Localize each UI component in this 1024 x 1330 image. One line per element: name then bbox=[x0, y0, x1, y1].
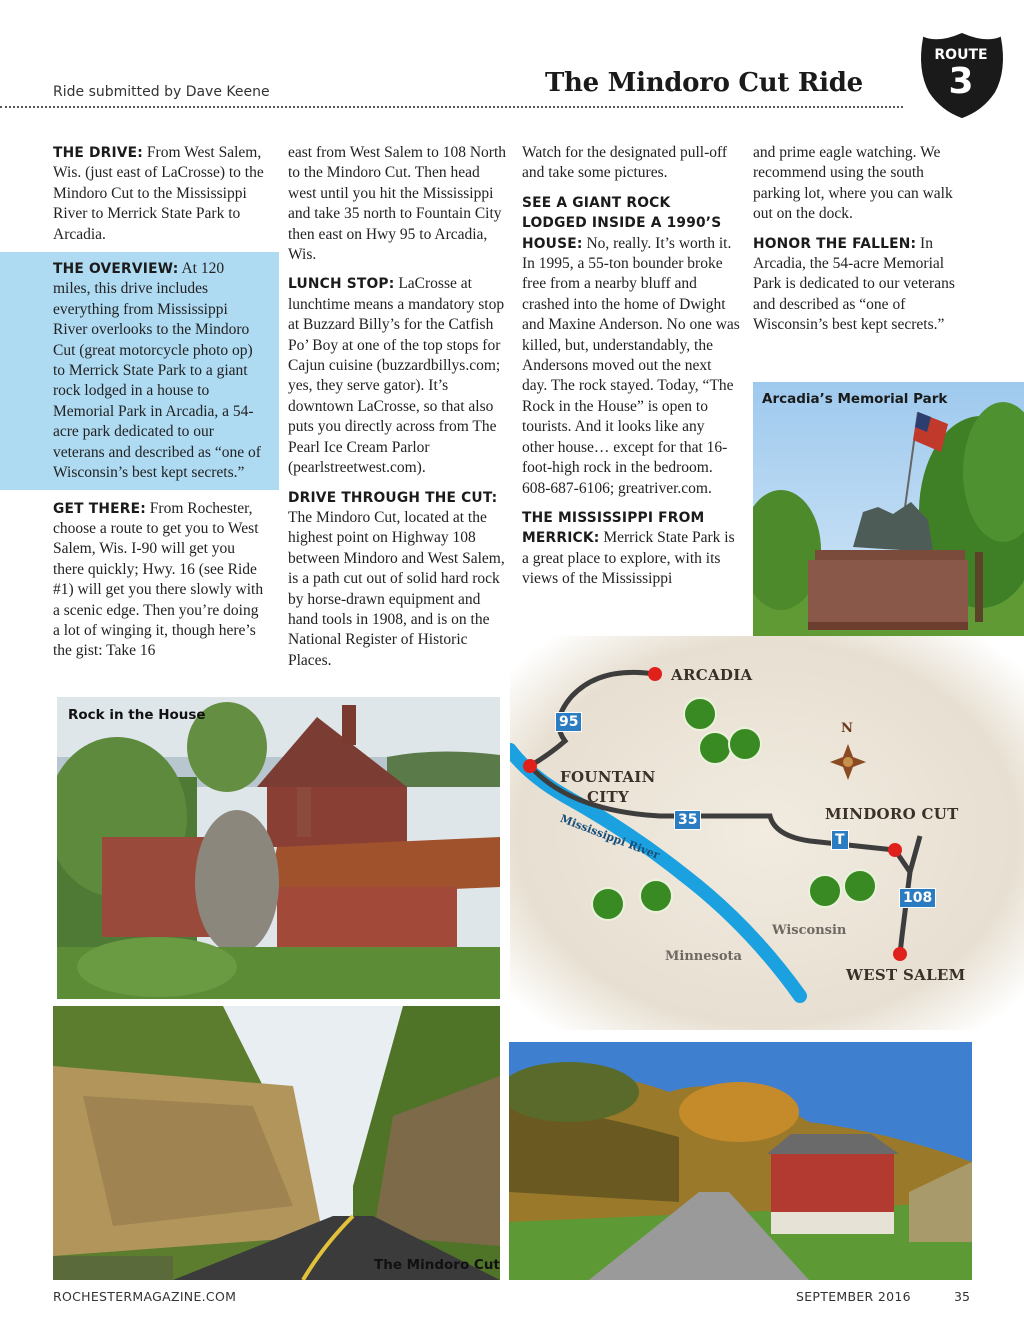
get-there-text: From Rochester, choose a route to get you to West Salem, Wis. I-90 will get you there quickly; Hwy. 16 (see Ride #1) will get you there slowly with a scenic edge. Then you’re doing a lot of winging it, though here’s the gist: Take 16 bbox=[53, 499, 264, 660]
rock-text: No, really. It’s worth it. In 1995, a 55-ton bounder broke free from a nearby bluff and crashed into the home of Dwight and Maxine Anderson. No one was killed, but, understandably, the Andersons moved out the next day. The rock stayed. Today, “The Rock in the House” is open to tourists. And it looks like any other house… except for that 16-foot-high rock in the bedroom. 608-687-6106; greatriver.com. bbox=[522, 234, 740, 497]
rock-house-caption: Rock in the House bbox=[68, 707, 206, 723]
drive-paragraph bbox=[53, 143, 265, 245]
route-number: 3 bbox=[948, 61, 974, 102]
hwy-t-sign: T bbox=[831, 830, 849, 850]
overview-heading: THE OVERVIEW: bbox=[53, 261, 179, 278]
overview-paragraph bbox=[53, 259, 265, 483]
cut-text: The Mindoro Cut, located at the highest point on Highway 108 between Mindoro and West Salem, is a path cut out of solid hard rock by horse-drawn equipment and hand tools in 1908, and is on the National Register of Historic Places. bbox=[288, 508, 505, 669]
rock-house-photo bbox=[57, 697, 500, 999]
column-4 bbox=[753, 143, 973, 345]
rock-heading: SEE A GIANT ROCK LODGED INSIDE A 1990’S HOUSE: bbox=[522, 194, 722, 252]
column-1 bbox=[53, 143, 265, 671]
get-there-heading: GET THERE: bbox=[53, 500, 146, 517]
map-label-wisconsin: Wisconsin bbox=[772, 923, 847, 938]
footer-date: SEPTEMBER 2016 bbox=[796, 1289, 911, 1304]
barn-photo bbox=[509, 1042, 972, 1280]
map-label-river: Mississippi River bbox=[558, 812, 662, 862]
byline: Ride submitted by Dave Keene bbox=[53, 84, 270, 100]
map-label-fountain: FOUNTAIN bbox=[560, 768, 656, 786]
drive-text: From West Salem, Wis. (just east of LaCrosse) to the Mindoro Cut to the Mississippi River to Merrick State Park to Arcadia. bbox=[53, 144, 264, 243]
merrick-text: Merrick State Park is a great place to explore, with its views of the Mississippi bbox=[522, 529, 735, 588]
map-label-west-salem: WEST SALEM bbox=[846, 966, 966, 984]
memorial-caption: Arcadia’s Memorial Park bbox=[762, 391, 948, 407]
compass-north-label: N bbox=[841, 721, 854, 736]
merrick-continued: and prime eagle watching. We recommend using the south parking lot, where you can walk out on the dock. bbox=[753, 144, 953, 223]
page-title: The Mindoro Cut Ride bbox=[545, 68, 863, 98]
lunch-text: LaCrosse at lunchtime means a mandatory stop at Buzzard Billy’s for the Catfish Po’ Boy at one of the top stops for Cajun cuisine (buzzardbillys.com; yes, they serve gator). It’s downtown LaCrosse, so that also puts you directly across from The Pearl Ice Cream Parlor (pearlstreetwest.com). bbox=[288, 275, 505, 477]
west-salem-marker-icon bbox=[893, 947, 907, 961]
honor-text: In Arcadia, the 54-acre Memorial Park is dedicated to our veterans and described as “one of Wisconsin’s best kept secrets.” bbox=[753, 234, 955, 334]
rock-paragraph bbox=[522, 193, 740, 499]
route-label: ROUTE bbox=[934, 47, 988, 63]
page-number: 35 bbox=[954, 1289, 970, 1304]
merrick-paragraph bbox=[522, 508, 740, 590]
map-label-minnesota: Minnesota bbox=[665, 949, 742, 964]
mindoro-cut-caption: The Mindoro Cut bbox=[374, 1257, 500, 1273]
cut-paragraph bbox=[288, 488, 506, 672]
cut-heading: DRIVE THROUGH THE CUT: bbox=[288, 489, 498, 506]
honor-paragraph bbox=[753, 234, 973, 336]
memorial-park-photo bbox=[753, 382, 1024, 648]
merrick-heading: THE MISSISSIPPI FROM MERRICK: bbox=[522, 509, 705, 547]
fountain-city-marker-icon bbox=[523, 759, 537, 773]
honor-heading: HONOR THE FALLEN: bbox=[753, 235, 917, 252]
map-label-city: CITY bbox=[587, 788, 630, 806]
column-2 bbox=[288, 143, 506, 680]
mindoro-cut-photo bbox=[53, 1006, 500, 1280]
mindoro-cut-marker-icon bbox=[888, 843, 902, 857]
lunch-paragraph bbox=[288, 274, 506, 478]
get-there-paragraph bbox=[53, 499, 265, 662]
map-label-mindoro-cut: MINDORO CUT bbox=[825, 805, 959, 823]
hwy-95-sign: 95 bbox=[555, 712, 582, 732]
drive-heading: THE DRIVE: bbox=[53, 145, 144, 161]
lunch-heading: LUNCH STOP: bbox=[288, 276, 395, 293]
map-label-arcadia: ARCADIA bbox=[671, 666, 753, 684]
boulder-shape bbox=[195, 810, 279, 954]
hwy-108-sign: 108 bbox=[899, 888, 936, 908]
arcadia-marker-icon bbox=[648, 667, 662, 681]
hwy-35-sign: 35 bbox=[674, 810, 701, 830]
pictures-paragraph: Watch for the designated pull-off and take some pictures. bbox=[522, 144, 728, 182]
overview-text: At 120 miles, this drive includes everything from Mississippi River overlooks to the Mindoro Cut (great motorcycle photo op) to Merrick State Park to a giant rock lodged in a house to Memorial Park in Arcadia, a 54-acre park dedicated to our veterans and described as “one of Wisconsin’s best kept secrets.” bbox=[53, 260, 261, 482]
column-3 bbox=[522, 143, 740, 599]
footer-site: ROCHESTERMAGAZINE.COM bbox=[53, 1289, 237, 1304]
get-there-continued: east from West Salem to 108 North to the Mindoro Cut. Then head west until you hit the Mississippi and take 35 north to Fountain City then east on Hwy 95 to Arcadia, Wis. bbox=[288, 144, 507, 264]
header-divider bbox=[0, 106, 903, 108]
